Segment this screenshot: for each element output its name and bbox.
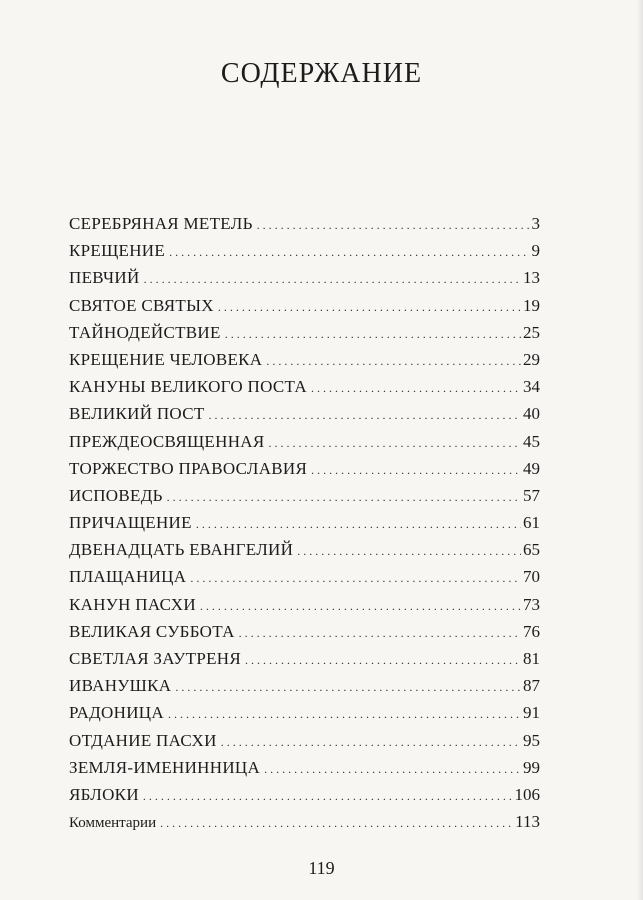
toc-entry-page: 57 bbox=[523, 485, 540, 505]
toc-entry-page: 81 bbox=[523, 649, 540, 668]
toc-entry bbox=[69, 758, 540, 785]
toc-entry-title: ВЕЛИКИЙ ПОСТ bbox=[69, 404, 205, 424]
toc-entry-page: 40 bbox=[523, 404, 540, 424]
toc-leader-dots bbox=[311, 381, 521, 396]
toc-leader-dots bbox=[297, 544, 521, 559]
toc-leader-dots bbox=[160, 816, 513, 831]
page-title: СОДЕРЖАНИЕ bbox=[220, 58, 423, 89]
toc-leader-dots bbox=[266, 354, 521, 369]
table-of-contents bbox=[69, 214, 540, 839]
toc-entry-page: 95 bbox=[523, 730, 540, 750]
toc-entry bbox=[69, 513, 540, 540]
toc-entry bbox=[69, 323, 540, 350]
toc-leader-dots bbox=[190, 571, 521, 586]
toc-entry-page: 106 bbox=[514, 784, 540, 804]
toc-entry-page: 76 bbox=[523, 621, 540, 641]
toc-entry bbox=[69, 622, 540, 649]
toc-entry-title: Комментарии bbox=[69, 815, 157, 832]
toc-entry-title: РАДОНИЦА bbox=[69, 703, 164, 723]
toc-entry bbox=[69, 377, 540, 404]
toc-entry bbox=[69, 812, 540, 839]
toc-leader-dots bbox=[225, 327, 521, 342]
toc-entry-title: СВЕТЛАЯ ЗАУТРЕНЯ bbox=[69, 649, 241, 668]
toc-entry-title: ВЕЛИКАЯ СУББОТА bbox=[69, 621, 235, 641]
toc-leader-dots bbox=[269, 436, 522, 451]
toc-leader-dots bbox=[311, 463, 521, 478]
toc-entry bbox=[69, 296, 540, 323]
toc-entry-page: 34 bbox=[523, 377, 540, 397]
toc-leader-dots bbox=[221, 735, 521, 750]
toc-entry-page: 3 bbox=[531, 214, 540, 233]
toc-leader-dots bbox=[143, 789, 513, 804]
toc-leader-dots bbox=[245, 653, 521, 668]
toc-entry bbox=[69, 486, 540, 513]
toc-entry-title: ПРИЧАЩЕНИЕ bbox=[69, 513, 192, 533]
toc-entry-title: ПЕВЧИЙ bbox=[69, 268, 140, 288]
toc-entry-page: 87 bbox=[523, 676, 540, 696]
toc-entry-title: ДВЕНАДЦАТЬ ЕВАНГЕЛИЙ bbox=[69, 540, 294, 560]
toc-entry bbox=[69, 649, 540, 676]
toc-entry bbox=[69, 540, 540, 567]
toc-entry-title: ЗЕМЛЯ-ИМЕНИННИЦА bbox=[69, 757, 261, 777]
toc-leader-dots bbox=[167, 490, 521, 505]
toc-entry-title: ПЛАЩАНИЦА bbox=[69, 567, 187, 587]
toc-entry bbox=[69, 676, 540, 703]
toc-entry bbox=[69, 703, 540, 730]
toc-entry-title: КАНУН ПАСХИ bbox=[69, 594, 196, 614]
toc-entry-page: 61 bbox=[523, 513, 540, 533]
toc-leader-dots bbox=[200, 599, 521, 614]
toc-entry-title: КРЕЩЕНИЕ ЧЕЛОВЕКА bbox=[69, 349, 263, 369]
toc-leader-dots bbox=[257, 218, 530, 233]
toc-entry bbox=[69, 595, 540, 622]
toc-entry bbox=[69, 214, 540, 241]
toc-leader-dots bbox=[169, 245, 529, 260]
toc-entry-title: КАНУНЫ ВЕЛИКОГО ПОСТА bbox=[69, 377, 307, 397]
toc-entry-title: ОТДАНИЕ ПАСХИ bbox=[69, 730, 217, 750]
toc-leader-dots bbox=[175, 680, 521, 695]
toc-leader-dots bbox=[218, 300, 521, 315]
toc-entry-page: 19 bbox=[523, 295, 540, 315]
toc-entry-title: ПРЕЖДЕОСВЯЩЕННАЯ bbox=[69, 431, 265, 451]
toc-entry-title: ТОРЖЕСТВО ПРАВОСЛАВИЯ bbox=[69, 458, 308, 478]
toc-entry-page: 99 bbox=[523, 757, 540, 777]
toc-entry bbox=[69, 241, 540, 268]
toc-leader-dots bbox=[209, 408, 521, 423]
toc-entry-page: 49 bbox=[523, 458, 540, 478]
toc-entry-title: ЯБЛОКИ bbox=[69, 784, 139, 804]
toc-entry-page: 91 bbox=[523, 703, 540, 723]
page-number: 119 bbox=[308, 858, 335, 878]
toc-leader-dots bbox=[239, 626, 521, 641]
toc-entry bbox=[69, 731, 540, 758]
toc-entry-title: ИВАНУШКА bbox=[69, 676, 172, 696]
toc-entry bbox=[69, 350, 540, 377]
toc-entry-page: 70 bbox=[523, 567, 540, 587]
toc-leader-dots bbox=[264, 762, 521, 777]
toc-entry-title: КРЕЩЕНИЕ bbox=[69, 241, 166, 261]
toc-entry-title: ТАЙНОДЕЙСТВИЕ bbox=[69, 322, 221, 342]
page-edge-shadow bbox=[637, 0, 643, 900]
toc-leader-dots bbox=[196, 517, 521, 532]
toc-entry-page: 29 bbox=[523, 349, 540, 369]
toc-entry-title: СЕРЕБРЯНАЯ МЕТЕЛЬ bbox=[69, 214, 253, 233]
toc-entry-page: 25 bbox=[523, 322, 540, 342]
toc-entry-page: 13 bbox=[523, 268, 540, 288]
toc-entry bbox=[69, 785, 540, 812]
toc-leader-dots bbox=[168, 707, 521, 722]
toc-entry bbox=[69, 567, 540, 594]
toc-entry-title: СВЯТОЕ СВЯТЫХ bbox=[69, 295, 214, 315]
toc-entry bbox=[69, 459, 540, 486]
toc-entry-title: ИСПОВЕДЬ bbox=[69, 485, 163, 505]
toc-entry bbox=[69, 432, 540, 459]
toc-leader-dots bbox=[144, 272, 521, 287]
toc-entry-page: 73 bbox=[523, 594, 540, 614]
toc-entry-page: 65 bbox=[523, 540, 540, 560]
toc-entry-page: 113 bbox=[515, 812, 540, 832]
toc-entry bbox=[69, 404, 540, 431]
toc-entry bbox=[69, 268, 540, 295]
toc-entry-page: 9 bbox=[531, 241, 540, 261]
toc-entry-page: 45 bbox=[523, 431, 540, 451]
